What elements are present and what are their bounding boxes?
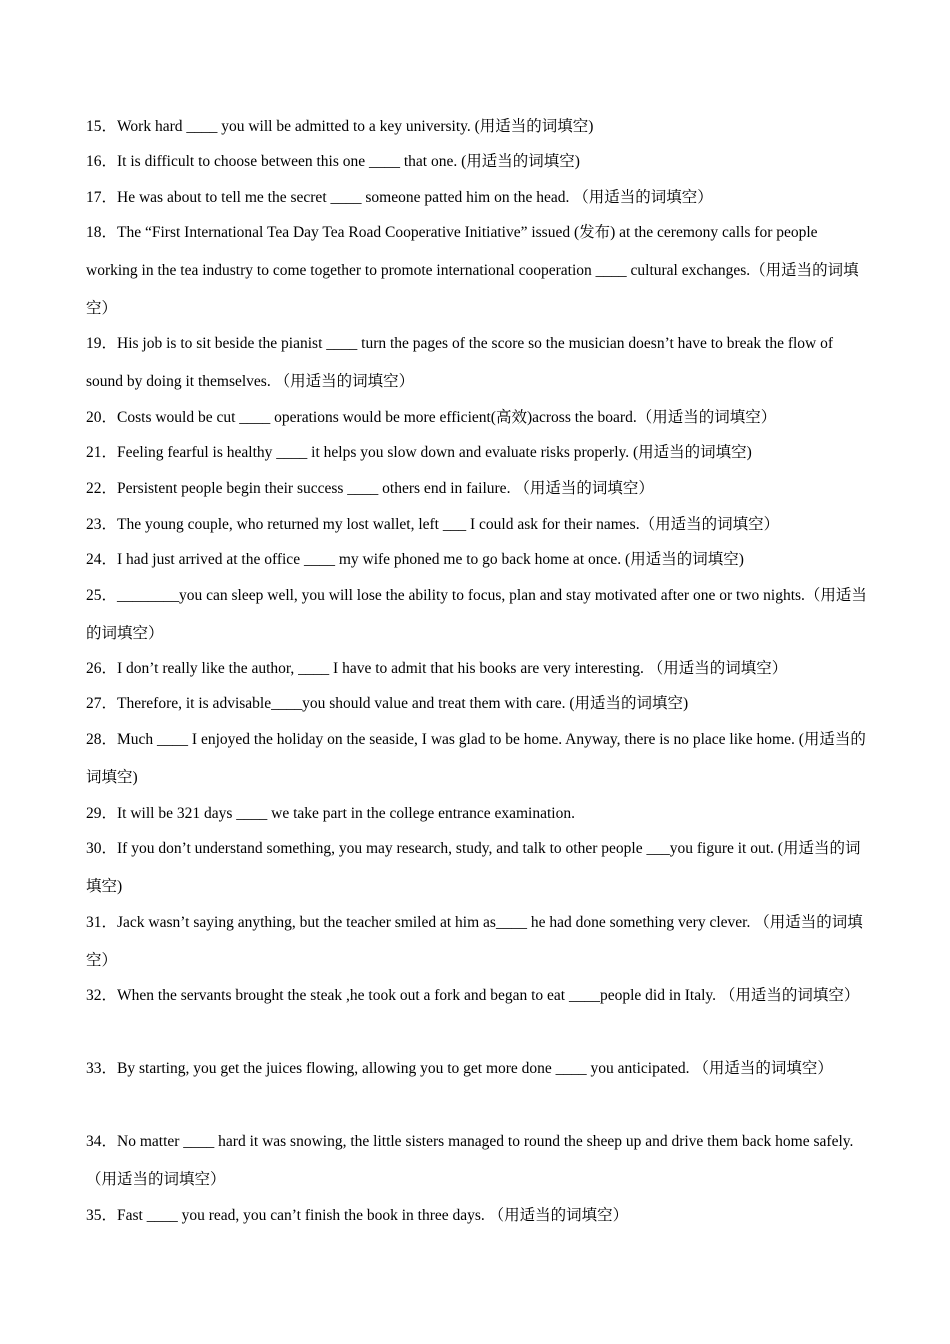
- question-number: 20．: [86, 409, 118, 426]
- question-text: Costs would be cut ____ operations would be more efficient(高效)across the board.（用适当的词填空）: [117, 409, 777, 426]
- question-27: [86, 685, 868, 723]
- question-33: [86, 1050, 868, 1088]
- question-number: 26．: [86, 660, 118, 677]
- question-text: It will be 321 days ____ we take part in the college entrance examination.: [117, 805, 575, 822]
- question-number: 31．: [86, 914, 118, 931]
- question-32: [86, 977, 868, 1015]
- question-text: When the servants brought the steak ,he took out a fork and began to eat ____people did in Italy. （用适当的词填空）: [117, 987, 860, 1004]
- question-22: [86, 470, 868, 508]
- question-number: 24．: [86, 551, 118, 568]
- question-text: No matter ____ hard it was snowing, the little sisters managed to round the sheep up and drive them back home safely. （用适当的词填空）: [86, 1133, 854, 1188]
- question-34: [86, 1123, 868, 1199]
- question-text: The “First International Tea Day Tea Road Cooperative Initiative” issued (发布) at the ceremony calls for people working in the tea industry to come together to promote international cooperation ____ cultural exchanges.（用适当的词填空）: [86, 224, 859, 317]
- question-15: [86, 108, 868, 146]
- question-number: 21．: [86, 444, 118, 461]
- question-text: He was about to tell me the secret ____ someone patted him on the head. （用适当的词填空）: [117, 189, 713, 206]
- question-text: Feeling fearful is healthy ____ it helps you slow down and evaluate risks properly. (用适当的词填空): [117, 444, 752, 461]
- question-number: 28．: [86, 731, 118, 748]
- question-number: 22．: [86, 480, 118, 497]
- question-text: If you don’t understand something, you may research, study, and talk to other people ___you figure it out. (用适当的词填空): [86, 840, 861, 895]
- question-number: 25．: [86, 587, 118, 604]
- question-text: Jack wasn’t saying anything, but the teacher smiled at him as____ he had done something very clever. （用适当的词填空）: [86, 914, 863, 969]
- question-text: Therefore, it is advisable____you should value and treat them with care. (用适当的词填空): [117, 695, 689, 712]
- question-number: 33．: [86, 1060, 118, 1077]
- question-number: 27．: [86, 695, 118, 712]
- question-number: 18．: [86, 224, 118, 241]
- question-20: [86, 399, 868, 437]
- question-16: [86, 143, 868, 181]
- question-text: Much ____ I enjoyed the holiday on the seaside, I was glad to be home. Anyway, there is no place like home. (用适当的词填空): [86, 731, 866, 786]
- question-28: [86, 721, 868, 797]
- question-35: [86, 1197, 868, 1235]
- question-17: [86, 179, 868, 217]
- question-25: [86, 577, 868, 653]
- question-text: It is difficult to choose between this one ____ that one. (用适当的词填空): [117, 153, 580, 170]
- question-text: I don’t really like the author, ____ I have to admit that his books are very interesting. （用适当的词填空）: [117, 660, 788, 677]
- question-number: 32．: [86, 987, 118, 1004]
- question-number: 17．: [86, 189, 118, 206]
- question-text: I had just arrived at the office ____ my wife phoned me to go back home at once. (用适当的词填空): [117, 551, 744, 568]
- question-text: ________you can sleep well, you will lose the ability to focus, plan and stay motivated after one or two nights.（用适当的词填空）: [86, 587, 867, 642]
- question-number: 23．: [86, 516, 118, 533]
- question-24: [86, 541, 868, 579]
- question-text: His job is to sit beside the pianist ____ turn the pages of the score so the musician doesn’t have to break the flow of sound by doing it themselves. （用适当的词填空）: [86, 335, 834, 390]
- question-text: By starting, you get the juices flowing, allowing you to get more done ____ you anticipated. （用适当的词填空）: [117, 1060, 833, 1077]
- question-23: [86, 506, 868, 544]
- question-number: 29．: [86, 805, 118, 822]
- question-text: Fast ____ you read, you can’t finish the book in three days. （用适当的词填空）: [117, 1207, 629, 1224]
- question-text: Work hard ____ you will be admitted to a key university. (用适当的词填空): [117, 118, 594, 135]
- question-number: 34．: [86, 1133, 118, 1150]
- question-number: 19．: [86, 335, 118, 352]
- question-text: The young couple, who returned my lost wallet, left ___ I could ask for their names.（用适当的词填空）: [117, 516, 780, 533]
- question-number: 15．: [86, 118, 118, 135]
- question-number: 35．: [86, 1207, 118, 1224]
- question-30: [86, 830, 868, 906]
- question-number: 16．: [86, 153, 118, 170]
- question-18: [86, 214, 868, 328]
- question-text: Persistent people begin their success ____ others end in failure. （用适当的词填空）: [117, 480, 654, 497]
- question-number: 30．: [86, 840, 118, 857]
- question-31: [86, 904, 868, 980]
- question-29: [86, 795, 868, 833]
- question-26: [86, 650, 868, 688]
- question-19: [86, 325, 868, 401]
- question-21: [86, 434, 868, 472]
